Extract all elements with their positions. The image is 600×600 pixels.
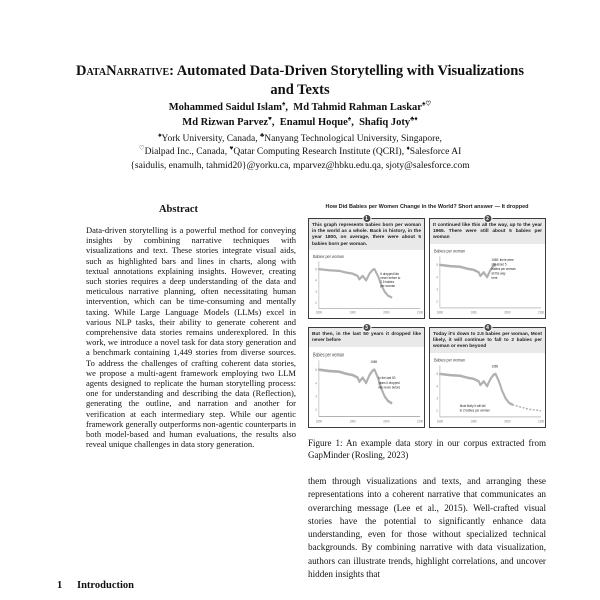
paper-title — [70, 62, 530, 100]
story-panel — [429, 324, 546, 428]
chart-ytick: 3 — [436, 287, 438, 293]
affiliation-mark: ♠ — [158, 131, 162, 139]
chart-ytick: 5 — [436, 263, 438, 268]
paper-title-rest: : Automated Data-Driven Storytelling with Visualizations and Texts — [169, 63, 524, 99]
author-affiliation-mark: ♠ — [347, 115, 352, 123]
affiliation-mark: ♥ — [229, 144, 234, 152]
chart-xtick: 1900 — [349, 310, 356, 316]
panel-narration: This graph represents babies born per woman in the world as a whole. Back in history, in the year 1800, on average, there were about 5 babies born per woman. — [309, 219, 424, 250]
story-panel — [429, 215, 546, 319]
introduction-paragraph: them through visualizations and texts, and arranging these representations into a coherent narrative that communicates an overarching message (Lee et al., 2015). Well-crafted visual stories have the potential to significantly enhance data understanding, even for those without specialized technical backgrounds. By combining narrative with data visualization, authors can illustrate trends, highlight correlations, and uncover hidden insights that — [308, 476, 546, 580]
panel-narration: Today it's down to 2.5 babies per woman, Most likely, it will continue to fall to 2 babies per woman or even beyond — [430, 328, 545, 353]
chart-ylabel: Babies per woman — [312, 254, 345, 260]
affiliation: ♠York University, Canada, — [158, 131, 260, 144]
affiliation: ♦Salesforce AI — [406, 144, 462, 157]
chart-xtick: 2100 — [416, 418, 424, 424]
chart-ytick: 5 — [315, 367, 317, 373]
affiliation-mark: ♡ — [138, 144, 145, 152]
chart-annotation: It dropped like never before to 2.5 babies per woman — [380, 272, 401, 289]
panel-chart — [309, 347, 424, 427]
chart-ytick: 4 — [315, 380, 317, 386]
affiliation-mark: ♣ — [259, 131, 265, 139]
chart-ytick: 4 — [315, 278, 317, 284]
chart-xtick: 2100 — [537, 419, 545, 424]
section-title: Introduction — [77, 580, 134, 591]
chart-peak-annotation: 1965 — [491, 364, 499, 370]
abstract-text: Data-driven storytelling is a powerful method for conveying insights by combining narrative techniques with visualizations and text. These stories integrate visual aids, such as highlighted bars and lines in charts, along with textual annotations explaining insights. However, creating such stories requires a deep understanding of the data and meticulous narrative planning, often necessitating human intervention, which can be time-consuming and mentally taxing. While Large Language Models (LLMs) excel in various NLP tasks, their ability to generate coherent and comprehensive data stories remains underexplored. In this work, we introduce a novel task for data story generation and a benchmark containing 1,449 stories from diverse sources. To address the challenges of crafting coherent data stories, we propose a multi-agent framework employing two LLM agents designed to replicate the human storytelling process: one for understanding and describing the data (Reflection), generating the outline, and narration and another for verification at each intermediary step. While our agentic framework generally outperforms non-agentic counterparts in both model-based and human evaluations, the results also reveal unique challenges in data story generation. — [86, 225, 296, 450]
chart-xtick: 2000 — [383, 418, 390, 424]
chart-xtick: 2100 — [416, 310, 424, 316]
story-panel — [308, 324, 425, 428]
affiliation: ♣Nanyang Technological University, Singapore, — [259, 131, 442, 144]
chart-xtick: 1800 — [315, 418, 322, 424]
projection-line — [512, 405, 541, 411]
chart-ytick: 3 — [315, 290, 317, 295]
babies-per-woman-line — [440, 374, 512, 405]
panel-number-badge: 1 — [362, 214, 371, 223]
author-name: Shafiq Joty♣♦ — [359, 115, 418, 128]
figure-panels — [308, 215, 546, 428]
chart-xtick: 2000 — [383, 310, 390, 316]
chart-ytick: 4 — [436, 384, 438, 389]
panel-narration: But then, in the last 50 years it dropped like never before — [309, 328, 424, 347]
chart-ytick: 2 — [436, 299, 438, 305]
chart-xtick: 1900 — [470, 419, 477, 424]
author-line-2 — [40, 115, 560, 130]
chart-ylabel: Babies per woman — [433, 357, 466, 363]
chart-annotation: 1965: there were still about 5 babies per woman all the way here — [491, 258, 516, 281]
panel-chart — [430, 244, 545, 318]
figure-caption: Figure 1: An example data story in our corpus extracted from GapMinder (Rosling, 2023) — [308, 438, 546, 460]
chart-xtick: 1800 — [436, 419, 443, 424]
paper-title-smallcaps: DataNarrative — [75, 63, 170, 79]
section-heading-introduction — [57, 580, 134, 591]
panel-chart — [430, 353, 545, 427]
chart-ylabel: Babies per woman — [312, 351, 345, 358]
chart-xtick: 1900 — [349, 418, 356, 424]
affiliation: ♥Qatar Computing Research Institute (QCRI), — [229, 144, 407, 157]
chart-ytick: 3 — [315, 394, 317, 399]
affiliation-line-2 — [40, 146, 560, 159]
chart-annotation: In the last 50 years it dropped like never before — [378, 375, 401, 390]
chart-annotation: Most likely it will fall to 2 babies per woman — [459, 404, 490, 413]
affiliation-line-1 — [40, 133, 560, 146]
chart-xtick: 2000 — [504, 310, 511, 315]
abstract-heading: Abstract — [158, 204, 199, 215]
story-panel — [308, 215, 425, 319]
author-name: Md Rizwan Parvez♥, — [182, 115, 280, 128]
affiliation-block — [40, 133, 560, 159]
figure-story-title: How Did Babies per Women Change in the World? Short answer — It dropped — [325, 204, 529, 210]
chart-axes — [319, 262, 420, 309]
email-line: {saidulis, enamulh, tahmid20}@yorku.ca, mparvez@hbku.edu.qa, sjoty@salesforce.com — [130, 161, 470, 171]
affiliation: ♡Dialpad Inc., Canada, — [138, 144, 230, 157]
chart-ytick: 5 — [436, 372, 438, 377]
author-affiliation-mark: ♠♡ — [421, 100, 432, 108]
chart-ytick: 2 — [315, 301, 317, 306]
chart-xtick: 2000 — [504, 419, 511, 424]
chart-xtick: 1800 — [436, 310, 443, 315]
panel-number-badge: 2 — [483, 214, 492, 223]
chart-xtick: 1800 — [315, 310, 323, 316]
author-line-1 — [40, 100, 560, 115]
babies-per-woman-line — [440, 265, 496, 277]
author-block — [40, 100, 560, 130]
author-name: Enamul Hoque♠, — [279, 115, 360, 128]
author-affiliation-mark: ♥ — [268, 115, 272, 123]
author-affiliation-mark: ♣♦ — [410, 115, 418, 123]
chart-ytick: 2 — [315, 407, 317, 413]
left-column — [57, 200, 300, 600]
author-name: Mohammed Saidul Islam♠, — [168, 100, 294, 113]
chart-ytick: 3 — [436, 396, 438, 402]
author-affiliation-mark: ♠ — [281, 100, 286, 108]
panel-chart — [309, 250, 424, 318]
chart-xtick: 1900 — [470, 310, 477, 315]
chart-peak-annotation: 1965 — [370, 359, 378, 365]
chart-xtick: 2100 — [537, 310, 545, 315]
author-name: Md Tahmid Rahman Laskar♠♡ — [293, 100, 432, 113]
chart-axes — [319, 360, 420, 416]
panel-number-badge: 3 — [362, 323, 371, 332]
chart-ytick: 5 — [315, 267, 317, 272]
chart-ylabel: Babies per woman — [433, 248, 466, 254]
right-column — [308, 200, 546, 600]
affiliation-mark: ♦ — [406, 144, 410, 152]
panel-number-badge: 4 — [483, 323, 492, 332]
panel-narration: It continued like this all the way, up to the year 1965. There were still about 5 babies per woman — [430, 219, 545, 244]
section-number: 1 — [57, 580, 63, 591]
chart-ytick: 4 — [436, 275, 438, 280]
chart-ytick: 2 — [436, 408, 438, 414]
